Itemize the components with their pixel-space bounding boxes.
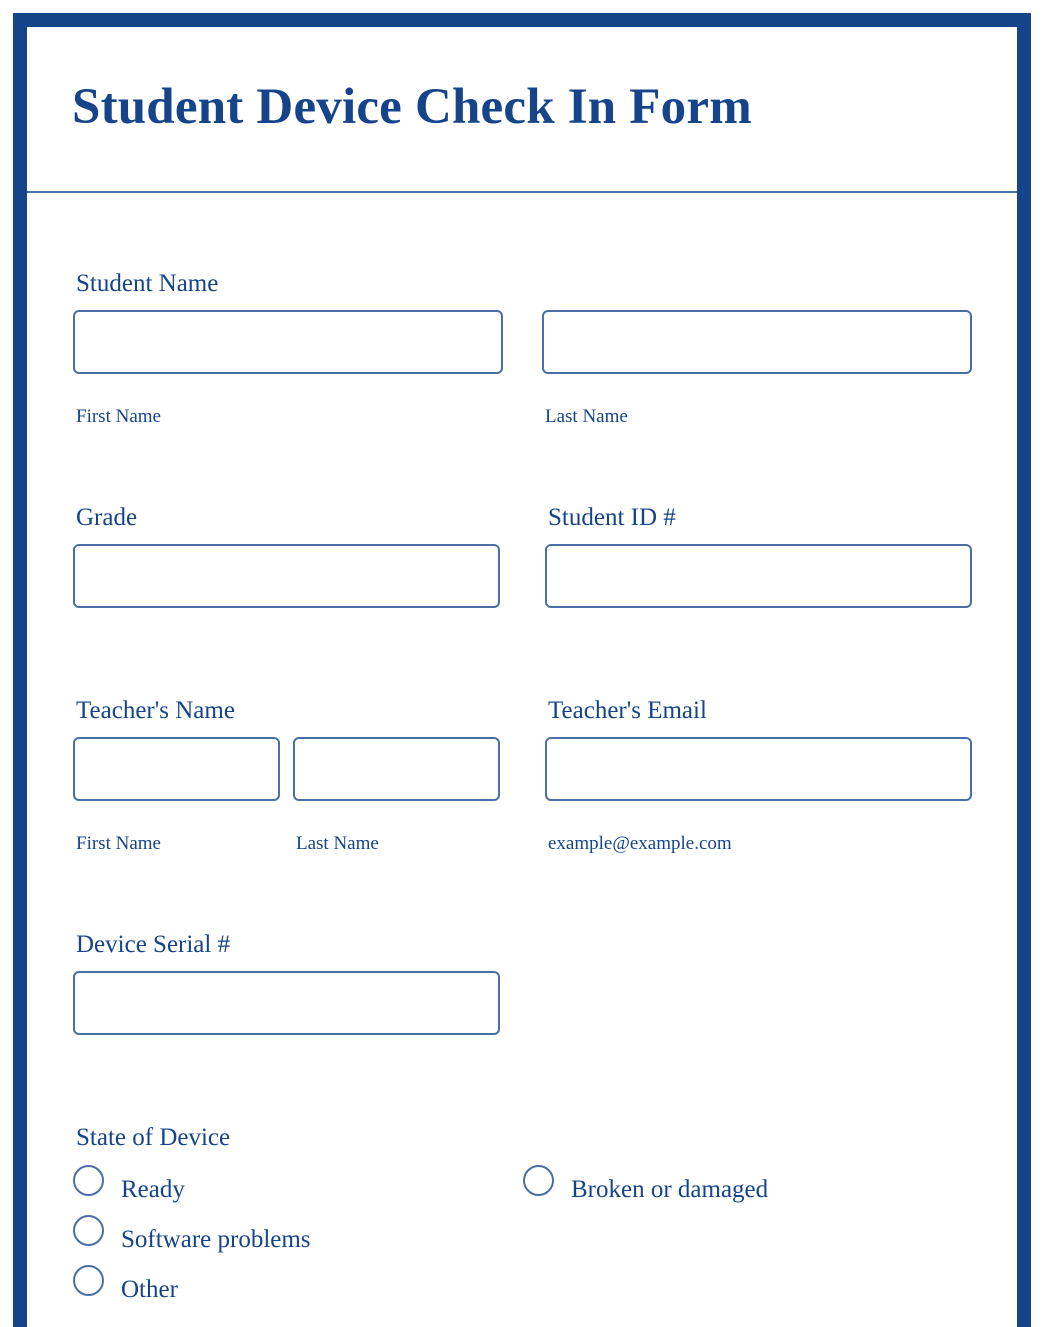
radio-label[interactable]: Other bbox=[121, 1276, 178, 1303]
radio-circle-icon[interactable] bbox=[73, 1215, 104, 1246]
radio-label[interactable]: Ready bbox=[121, 1176, 185, 1203]
teacher-email-sublabel: example@example.com bbox=[548, 833, 732, 854]
radio-label[interactable]: Broken or damaged bbox=[571, 1176, 769, 1203]
student-id-label: Student ID # bbox=[548, 504, 676, 531]
radio-circle-icon[interactable] bbox=[73, 1165, 104, 1196]
student-name-label: Student Name bbox=[76, 270, 219, 297]
grade-label: Grade bbox=[76, 504, 138, 531]
teacher-email-label: Teacher's Email bbox=[548, 697, 707, 724]
teacher-last-name-input[interactable] bbox=[293, 737, 500, 801]
student-id-input[interactable] bbox=[545, 544, 972, 608]
device-serial-label: Device Serial # bbox=[76, 931, 231, 958]
student-last-name-sublabel: Last Name bbox=[545, 406, 628, 427]
teacher-first-name-input[interactable] bbox=[73, 737, 280, 801]
teacher-name-label: Teacher's Name bbox=[76, 697, 235, 724]
teacher-last-name-sublabel: Last Name bbox=[296, 833, 379, 854]
teacher-email-input[interactable] bbox=[545, 737, 972, 801]
student-last-name-input[interactable] bbox=[542, 310, 972, 374]
state-of-device-label: State of Device bbox=[76, 1124, 231, 1151]
form-container bbox=[13, 13, 1031, 1327]
student-first-name-input[interactable] bbox=[73, 310, 503, 374]
radio-circle-icon[interactable] bbox=[73, 1265, 104, 1296]
radio-circle-icon[interactable] bbox=[523, 1165, 554, 1196]
student-first-name-sublabel: First Name bbox=[76, 406, 161, 427]
radio-label[interactable]: Software problems bbox=[121, 1226, 311, 1253]
grade-input[interactable] bbox=[73, 544, 500, 608]
form-header bbox=[27, 27, 1017, 193]
teacher-first-name-sublabel: First Name bbox=[76, 833, 161, 854]
form-title: Student Device Check In Form bbox=[72, 79, 752, 135]
device-serial-input[interactable] bbox=[73, 971, 500, 1035]
